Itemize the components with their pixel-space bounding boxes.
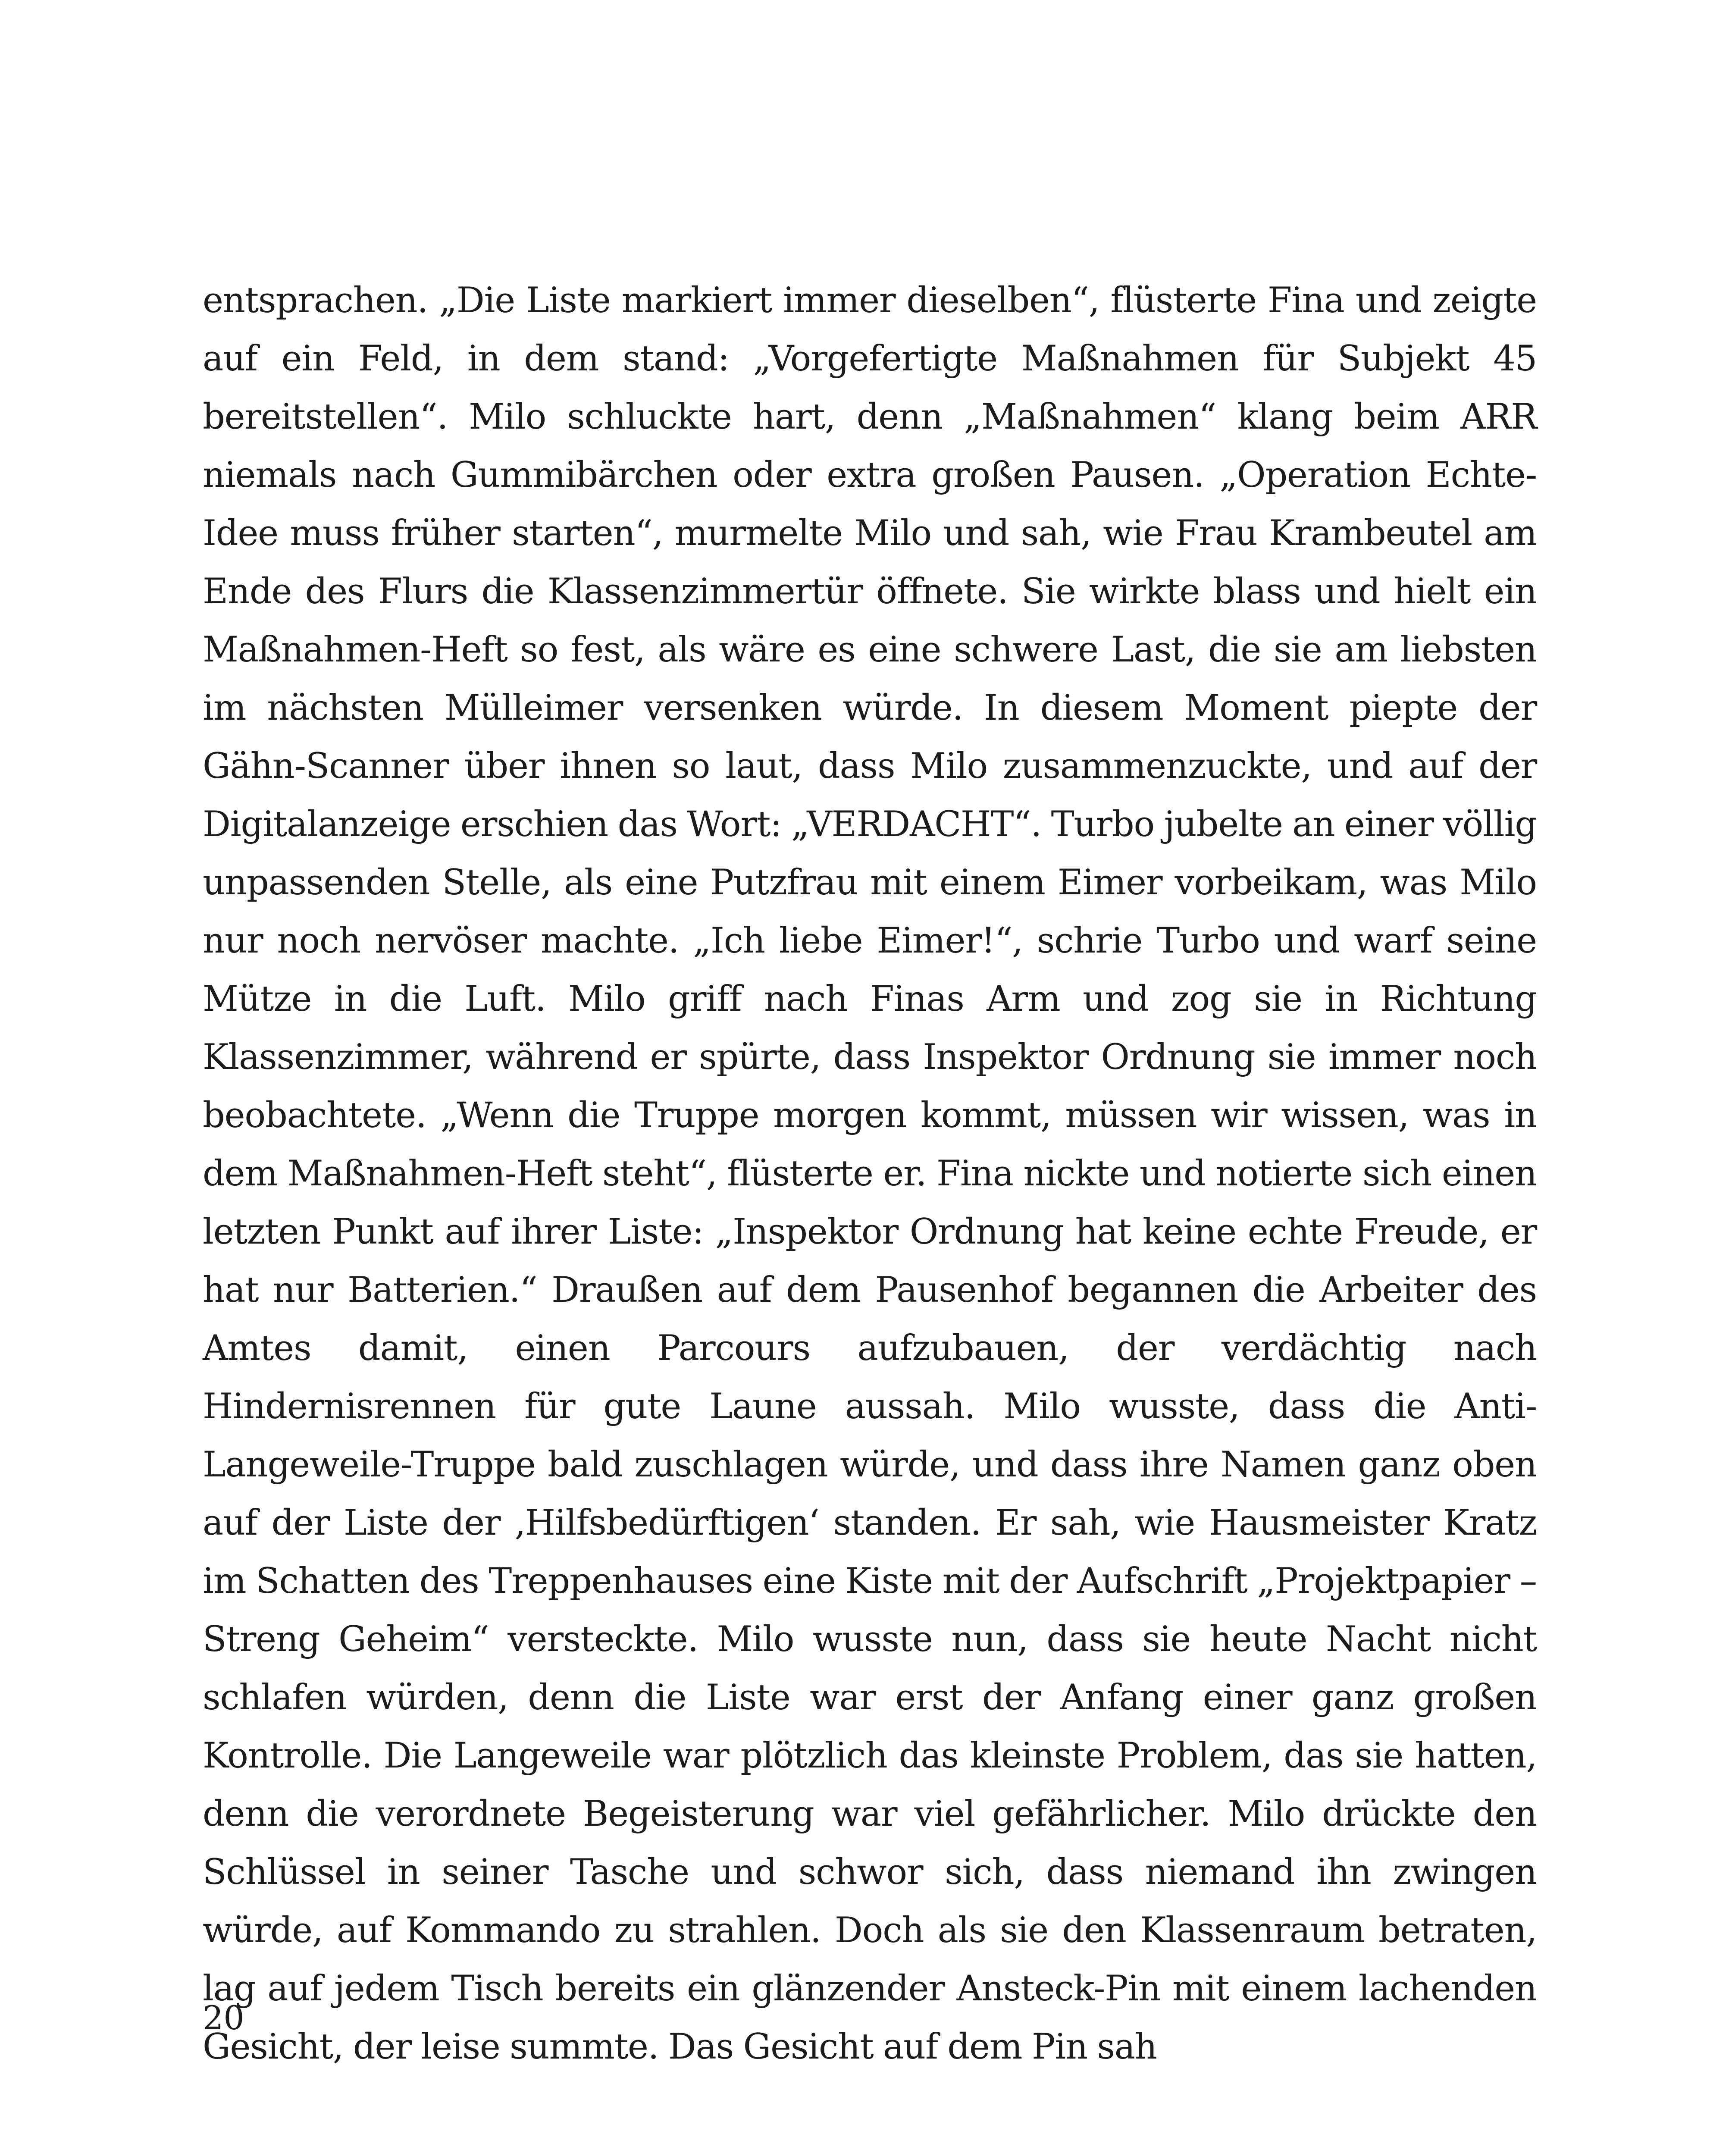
page-number: 20 [203, 1999, 244, 2037]
body-text: entsprachen. „Die Liste markiert immer dieselben“, flüsterte Fina und zeigte auf ein Feld, in dem stand: „Vorgefertigte Maßnahmen für Subjekt 45 bereitstellen“. Milo schluckte hart, denn „Maßnahmen“ klang beim ARR niemals nach Gummibärchen oder extra großen Pausen. „Operation Echte-Idee muss früher starten“, murmelte Milo und sah, wie Frau Krambeutel am Ende des Flurs die Klassenzimmertür öffnete. Sie wirkte blass und hielt ein Maßnahmen-Heft so fest, als wäre es eine schwere Last, die sie am liebsten im nächsten Mülleimer versenken würde. In diesem Moment piepte der Gähn-Scanner über ihnen so laut, dass Milo zusammenzuckte, und auf der Digitalanzeige erschien das Wort: „VERDACHT“. Turbo jubelte an einer völlig unpassenden Stelle, als eine Putzfrau mit einem Eimer vorbeikam, was Milo nur noch nervöser machte. „Ich liebe Eimer!“, schrie Turbo und warf seine Mütze in die Luft. Milo griff nach Finas Arm und zog sie in Richtung Klassenzimmer, während er spürte, dass Inspektor Ordnung sie immer noch beobachtete. „Wenn die Truppe morgen kommt, müssen wir wissen, was in dem Maßnahmen-Heft steht“, flüsterte er. Fina nickte und notierte sich einen letzten Punkt auf ihrer Liste: „Inspektor Ordnung hat keine echte Freude, er hat nur Batterien.“ Draußen auf dem Pausenhof begannen die Arbeiter des Amtes damit, einen Parcours aufzubauen, der verdächtig nach Hindernisrennen für gute Laune aussah. Milo wusste, dass die Anti-Langeweile-Truppe bald zuschlagen würde, und dass ihre Namen ganz oben auf der Liste der ‚Hilfsbedürftigen‘ standen. Er sah, wie Hausmeister Kratz im Schatten des Treppenhauses eine Kiste mit der Aufschrift „Projektpapier – Streng Geheim“ versteckte. Milo wusste nun, dass sie heute Nacht nicht schlafen würden, denn die Liste war erst der Anfang einer ganz großen Kontrolle. Die Langeweile war plötzlich das kleinste Problem, das sie hatten, denn die verordnete Begeisterung war viel gefährlicher. Milo drückte den Schlüssel in seiner Tasche und schwor sich, dass niemand ihn zwingen würde, auf Kommando zu strahlen. Doch als sie den Klassenraum betraten, lag auf jedem Tisch bereits ein glänzender Ansteck-Pin mit einem lachenden Gesicht, der leise summte. Das Gesicht auf dem Pin sah [203, 280, 1537, 2067]
